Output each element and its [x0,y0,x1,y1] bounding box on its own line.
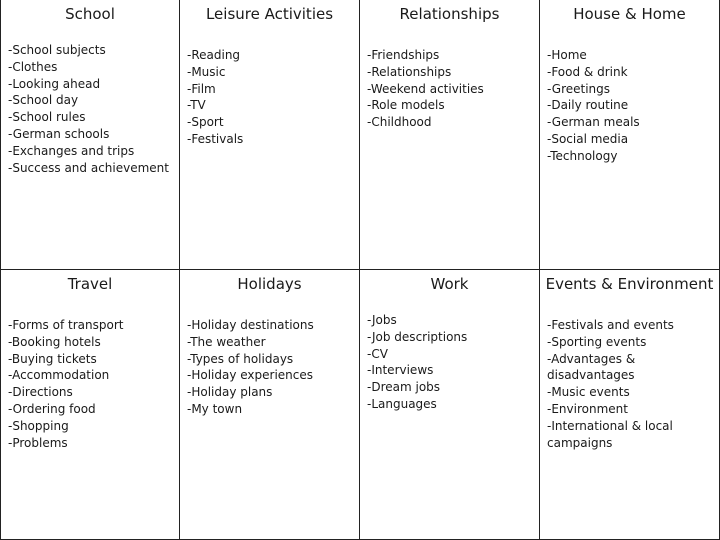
topic-item: -Sport [187,115,224,130]
topic-item: -The weather [187,334,266,349]
topic-item: -Food & drink [547,64,628,79]
topic-item: -Festivals [187,131,244,146]
topic-item: -Home [547,48,587,62]
topic-item: -CV [367,346,388,361]
topic-item: -German schools [8,126,110,141]
topic-item: -Buying tickets [8,351,97,366]
topic-title: Events & Environment [545,275,714,293]
topic-list [367,47,535,131]
topic-item: -Interviews [367,363,434,378]
topic-item: -Childhood [367,115,432,130]
topic-item: -Clothes [8,59,58,74]
topic-item: -Environment [547,401,628,416]
topic-item: disadvantages [547,368,635,383]
topic-title: Travel [67,275,113,293]
topic-item: -Exchanges and trips [8,143,135,158]
topic-item: -Job descriptions [367,329,468,344]
topic-cell-house-home [540,0,720,270]
topic-item: -Directions [8,385,73,400]
topic-cell-events-environment [540,270,720,540]
topic-item: -Booking hotels [8,334,101,349]
topic-item: -German meals [547,115,640,130]
topic-item: -Sporting events [547,334,647,349]
topic-item: -Languages [367,396,437,411]
topic-item: -Greetings [547,81,611,96]
topic-item: -TV [187,98,206,113]
topic-item: -Role models [367,98,445,113]
topic-item: -My town [187,401,243,416]
topic-cell-travel [0,270,180,540]
topic-item: -School rules [8,110,86,125]
topic-cell-holidays [180,270,360,540]
topic-title: Leisure Activities [205,5,334,23]
topic-item: -Festivals and events [547,318,674,332]
topic-list [187,47,355,148]
topic-item: -Daily routine [547,98,629,113]
topic-item: -Weekend activities [367,81,484,96]
topic-cell-relationships [360,0,540,270]
topic-item: -Reading [187,48,241,62]
topic-item: -Holiday destinations [187,318,314,332]
topic-list [187,317,355,418]
topic-title: Work [430,275,469,293]
topic-cell-school [0,0,180,270]
topic-item: -Forms of transport [8,318,124,332]
topic-list [547,317,715,451]
topic-item: -Ordering food [8,401,96,416]
topic-item: -Shopping [8,418,69,433]
topic-item: -Film [187,81,216,96]
topic-item: -School day [8,93,79,108]
topic-item: -Friendships [367,48,440,62]
topic-item: -Holiday experiences [187,368,314,383]
topic-item: -Music [187,64,226,79]
topic-title: School [65,5,115,23]
topic-item: -Jobs [367,313,397,327]
topic-item: -Types of holidays [187,351,294,366]
topic-item: -Social media [547,131,629,146]
topic-item: -Music events [547,385,630,400]
topic-item: -International & local [547,418,673,433]
topic-item: campaigns [547,435,613,450]
topic-item: -Problems [8,435,68,450]
topic-list [8,317,175,451]
topic-title: Holidays [237,275,302,293]
topic-item: -Looking ahead [8,76,101,91]
topic-item: -School subjects [8,43,106,57]
topic-list [367,312,535,413]
topic-item: -Accommodation [8,368,110,383]
topic-item: -Relationships [367,64,452,79]
topic-cell-work [360,270,540,540]
topic-list [547,47,715,165]
topic-list [8,42,175,176]
topic-title: House & Home [573,5,686,23]
topic-item: -Advantages & [547,351,636,366]
topic-item: -Success and achievement [8,160,169,175]
topic-item: -Dream jobs [367,380,441,395]
topic-title: Relationships [399,5,500,23]
topic-cell-leisure-activities [180,0,360,270]
topic-item: -Technology [547,148,618,163]
topic-item: -Holiday plans [187,385,273,400]
